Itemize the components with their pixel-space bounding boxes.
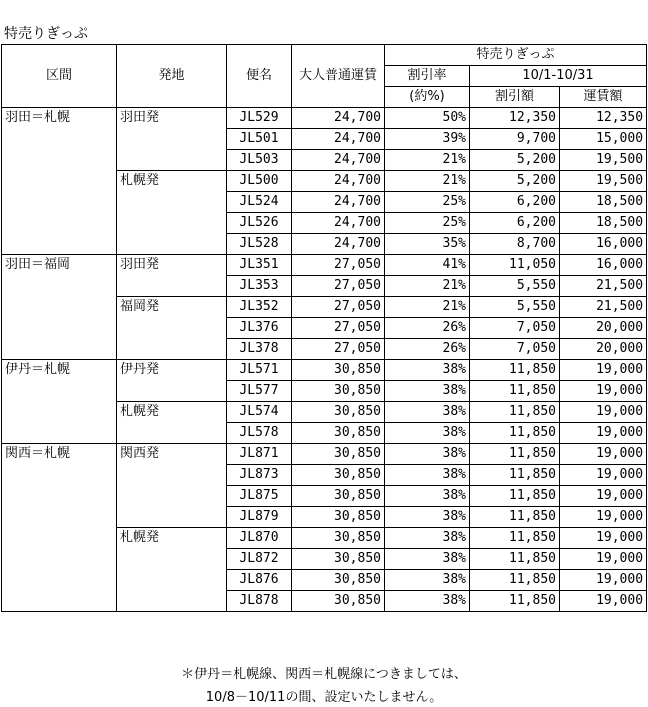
header-discount-amount: 割引額 bbox=[470, 87, 560, 108]
fare-amount-cell: 19,000 bbox=[560, 507, 647, 528]
flight-cell: JL528 bbox=[227, 234, 292, 255]
discount-amount-cell: 11,850 bbox=[470, 423, 560, 444]
discount-amount-cell: 12,350 bbox=[470, 108, 560, 129]
origin-cell: 札幌発 bbox=[117, 402, 227, 444]
table-row bbox=[2, 108, 647, 129]
flight-cell: JL501 bbox=[227, 129, 292, 150]
fare-amount-cell: 19,500 bbox=[560, 150, 647, 171]
origin-cell: 伊丹発 bbox=[117, 360, 227, 402]
discount-rate-cell: 38% bbox=[385, 570, 470, 591]
discount-amount-cell: 8,700 bbox=[470, 234, 560, 255]
discount-amount-cell: 5,200 bbox=[470, 150, 560, 171]
adult-fare-cell: 27,050 bbox=[292, 339, 385, 360]
discount-rate-cell: 38% bbox=[385, 528, 470, 549]
discount-rate-cell: 26% bbox=[385, 339, 470, 360]
table-row bbox=[2, 444, 647, 465]
discount-amount-cell: 11,850 bbox=[470, 528, 560, 549]
fare-amount-cell: 19,500 bbox=[560, 171, 647, 192]
flight-cell: JL351 bbox=[227, 255, 292, 276]
adult-fare-cell: 27,050 bbox=[292, 276, 385, 297]
adult-fare-cell: 27,050 bbox=[292, 255, 385, 276]
flight-cell: JL376 bbox=[227, 318, 292, 339]
origin-cell: 羽田発 bbox=[117, 255, 227, 297]
adult-fare-cell: 30,850 bbox=[292, 381, 385, 402]
discount-rate-cell: 21% bbox=[385, 150, 470, 171]
header-origin: 発地 bbox=[117, 45, 227, 108]
flight-cell: JL500 bbox=[227, 171, 292, 192]
flight-cell: JL577 bbox=[227, 381, 292, 402]
discount-rate-cell: 26% bbox=[385, 318, 470, 339]
fare-amount-cell: 20,000 bbox=[560, 318, 647, 339]
flight-cell: JL870 bbox=[227, 528, 292, 549]
header-rate-line1: 割引率 bbox=[385, 66, 470, 87]
discount-amount-cell: 11,050 bbox=[470, 255, 560, 276]
origin-cell: 札幌発 bbox=[117, 171, 227, 255]
flight-cell: JL878 bbox=[227, 591, 292, 612]
header-flight: 便名 bbox=[227, 45, 292, 108]
discount-rate-cell: 21% bbox=[385, 276, 470, 297]
fare-amount-cell: 18,500 bbox=[560, 213, 647, 234]
fare-amount-cell: 19,000 bbox=[560, 402, 647, 423]
fare-amount-cell: 15,000 bbox=[560, 129, 647, 150]
route-name-cell: 羽田＝福岡 bbox=[2, 255, 117, 360]
discount-amount-cell: 11,850 bbox=[470, 570, 560, 591]
flight-cell: JL876 bbox=[227, 570, 292, 591]
discount-amount-cell: 6,200 bbox=[470, 192, 560, 213]
header-fare-amount: 運賃額 bbox=[560, 87, 647, 108]
discount-rate-cell: 21% bbox=[385, 171, 470, 192]
flight-cell: JL873 bbox=[227, 465, 292, 486]
origin-cell: 福岡発 bbox=[117, 297, 227, 360]
adult-fare-cell: 30,850 bbox=[292, 570, 385, 591]
flight-cell: JL578 bbox=[227, 423, 292, 444]
discount-amount-cell: 6,200 bbox=[470, 213, 560, 234]
flight-cell: JL526 bbox=[227, 213, 292, 234]
fare-amount-cell: 21,500 bbox=[560, 297, 647, 318]
flight-cell: JL871 bbox=[227, 444, 292, 465]
fare-amount-cell: 19,000 bbox=[560, 549, 647, 570]
discount-amount-cell: 11,850 bbox=[470, 507, 560, 528]
discount-rate-cell: 38% bbox=[385, 549, 470, 570]
discount-rate-cell: 25% bbox=[385, 213, 470, 234]
table-row bbox=[2, 360, 647, 381]
adult-fare-cell: 30,850 bbox=[292, 444, 385, 465]
flight-cell: JL378 bbox=[227, 339, 292, 360]
discount-amount-cell: 5,200 bbox=[470, 171, 560, 192]
origin-cell: 羽田発 bbox=[117, 108, 227, 171]
route-name-cell: 伊丹＝札幌 bbox=[2, 360, 117, 444]
discount-rate-cell: 38% bbox=[385, 507, 470, 528]
fare-amount-cell: 19,000 bbox=[560, 591, 647, 612]
adult-fare-cell: 30,850 bbox=[292, 486, 385, 507]
flight-cell: JL574 bbox=[227, 402, 292, 423]
flight-cell: JL503 bbox=[227, 150, 292, 171]
flight-cell: JL352 bbox=[227, 297, 292, 318]
adult-fare-cell: 30,850 bbox=[292, 528, 385, 549]
discount-rate-cell: 38% bbox=[385, 444, 470, 465]
adult-fare-cell: 24,700 bbox=[292, 171, 385, 192]
fare-amount-cell: 12,350 bbox=[560, 108, 647, 129]
header-group-title: 特売りぎっぷ bbox=[385, 45, 647, 66]
discount-rate-cell: 38% bbox=[385, 381, 470, 402]
flight-cell: JL872 bbox=[227, 549, 292, 570]
discount-rate-cell: 38% bbox=[385, 486, 470, 507]
flight-cell: JL879 bbox=[227, 507, 292, 528]
header-period: 10/1-10/31 bbox=[470, 66, 647, 87]
adult-fare-cell: 30,850 bbox=[292, 360, 385, 381]
fare-amount-cell: 20,000 bbox=[560, 339, 647, 360]
discount-rate-cell: 38% bbox=[385, 423, 470, 444]
discount-rate-cell: 25% bbox=[385, 192, 470, 213]
flight-cell: JL524 bbox=[227, 192, 292, 213]
footnote-line2: 10/8－10/11の間、設定いたしません。 bbox=[205, 690, 443, 705]
adult-fare-cell: 24,700 bbox=[292, 234, 385, 255]
document-title: 特売りぎっぷ bbox=[4, 26, 88, 42]
fare-amount-cell: 19,000 bbox=[560, 528, 647, 549]
route-name-cell: 羽田＝札幌 bbox=[2, 108, 117, 255]
fare-amount-cell: 16,000 bbox=[560, 234, 647, 255]
adult-fare-cell: 30,850 bbox=[292, 591, 385, 612]
footnote-line1: ＊伊丹＝札幌線、関西＝札幌線につきましては、 bbox=[181, 667, 467, 682]
discount-rate-cell: 38% bbox=[385, 360, 470, 381]
origin-cell: 札幌発 bbox=[117, 528, 227, 612]
origin-cell: 関西発 bbox=[117, 444, 227, 528]
discount-rate-cell: 50% bbox=[385, 108, 470, 129]
flight-cell: JL353 bbox=[227, 276, 292, 297]
fare-amount-cell: 19,000 bbox=[560, 444, 647, 465]
discount-rate-cell: 41% bbox=[385, 255, 470, 276]
adult-fare-cell: 30,850 bbox=[292, 465, 385, 486]
discount-amount-cell: 11,850 bbox=[470, 465, 560, 486]
discount-amount-cell: 11,850 bbox=[470, 402, 560, 423]
discount-amount-cell: 11,850 bbox=[470, 591, 560, 612]
flight-cell: JL529 bbox=[227, 108, 292, 129]
discount-rate-cell: 38% bbox=[385, 402, 470, 423]
adult-fare-cell: 24,700 bbox=[292, 108, 385, 129]
fare-amount-cell: 19,000 bbox=[560, 465, 647, 486]
discount-amount-cell: 11,850 bbox=[470, 360, 560, 381]
discount-rate-cell: 38% bbox=[385, 591, 470, 612]
header-section: 区間 bbox=[2, 45, 117, 108]
flight-cell: JL571 bbox=[227, 360, 292, 381]
fare-amount-cell: 19,000 bbox=[560, 423, 647, 444]
adult-fare-cell: 30,850 bbox=[292, 423, 385, 444]
header-rate-line2: (約%) bbox=[385, 87, 470, 108]
fare-amount-cell: 21,500 bbox=[560, 276, 647, 297]
fare-amount-cell: 19,000 bbox=[560, 381, 647, 402]
discount-rate-cell: 35% bbox=[385, 234, 470, 255]
flight-cell: JL875 bbox=[227, 486, 292, 507]
discount-amount-cell: 5,550 bbox=[470, 297, 560, 318]
fare-table bbox=[1, 44, 647, 612]
adult-fare-cell: 30,850 bbox=[292, 402, 385, 423]
fare-table-body bbox=[2, 108, 647, 612]
adult-fare-cell: 30,850 bbox=[292, 507, 385, 528]
discount-rate-cell: 38% bbox=[385, 465, 470, 486]
header-adult-fare: 大人普通運賃 bbox=[292, 45, 385, 108]
discount-amount-cell: 7,050 bbox=[470, 339, 560, 360]
discount-amount-cell: 11,850 bbox=[470, 549, 560, 570]
adult-fare-cell: 30,850 bbox=[292, 549, 385, 570]
fare-amount-cell: 19,000 bbox=[560, 360, 647, 381]
discount-amount-cell: 11,850 bbox=[470, 381, 560, 402]
discount-amount-cell: 5,550 bbox=[470, 276, 560, 297]
discount-amount-cell: 9,700 bbox=[470, 129, 560, 150]
adult-fare-cell: 27,050 bbox=[292, 297, 385, 318]
adult-fare-cell: 24,700 bbox=[292, 213, 385, 234]
fare-amount-cell: 19,000 bbox=[560, 570, 647, 591]
fare-amount-cell: 18,500 bbox=[560, 192, 647, 213]
discount-rate-cell: 21% bbox=[385, 297, 470, 318]
discount-amount-cell: 7,050 bbox=[470, 318, 560, 339]
route-name-cell: 関西＝札幌 bbox=[2, 444, 117, 612]
fare-amount-cell: 19,000 bbox=[560, 486, 647, 507]
adult-fare-cell: 27,050 bbox=[292, 318, 385, 339]
adult-fare-cell: 24,700 bbox=[292, 192, 385, 213]
discount-rate-cell: 39% bbox=[385, 129, 470, 150]
discount-amount-cell: 11,850 bbox=[470, 444, 560, 465]
adult-fare-cell: 24,700 bbox=[292, 129, 385, 150]
fare-amount-cell: 16,000 bbox=[560, 255, 647, 276]
discount-amount-cell: 11,850 bbox=[470, 486, 560, 507]
adult-fare-cell: 24,700 bbox=[292, 150, 385, 171]
table-row bbox=[2, 255, 647, 276]
